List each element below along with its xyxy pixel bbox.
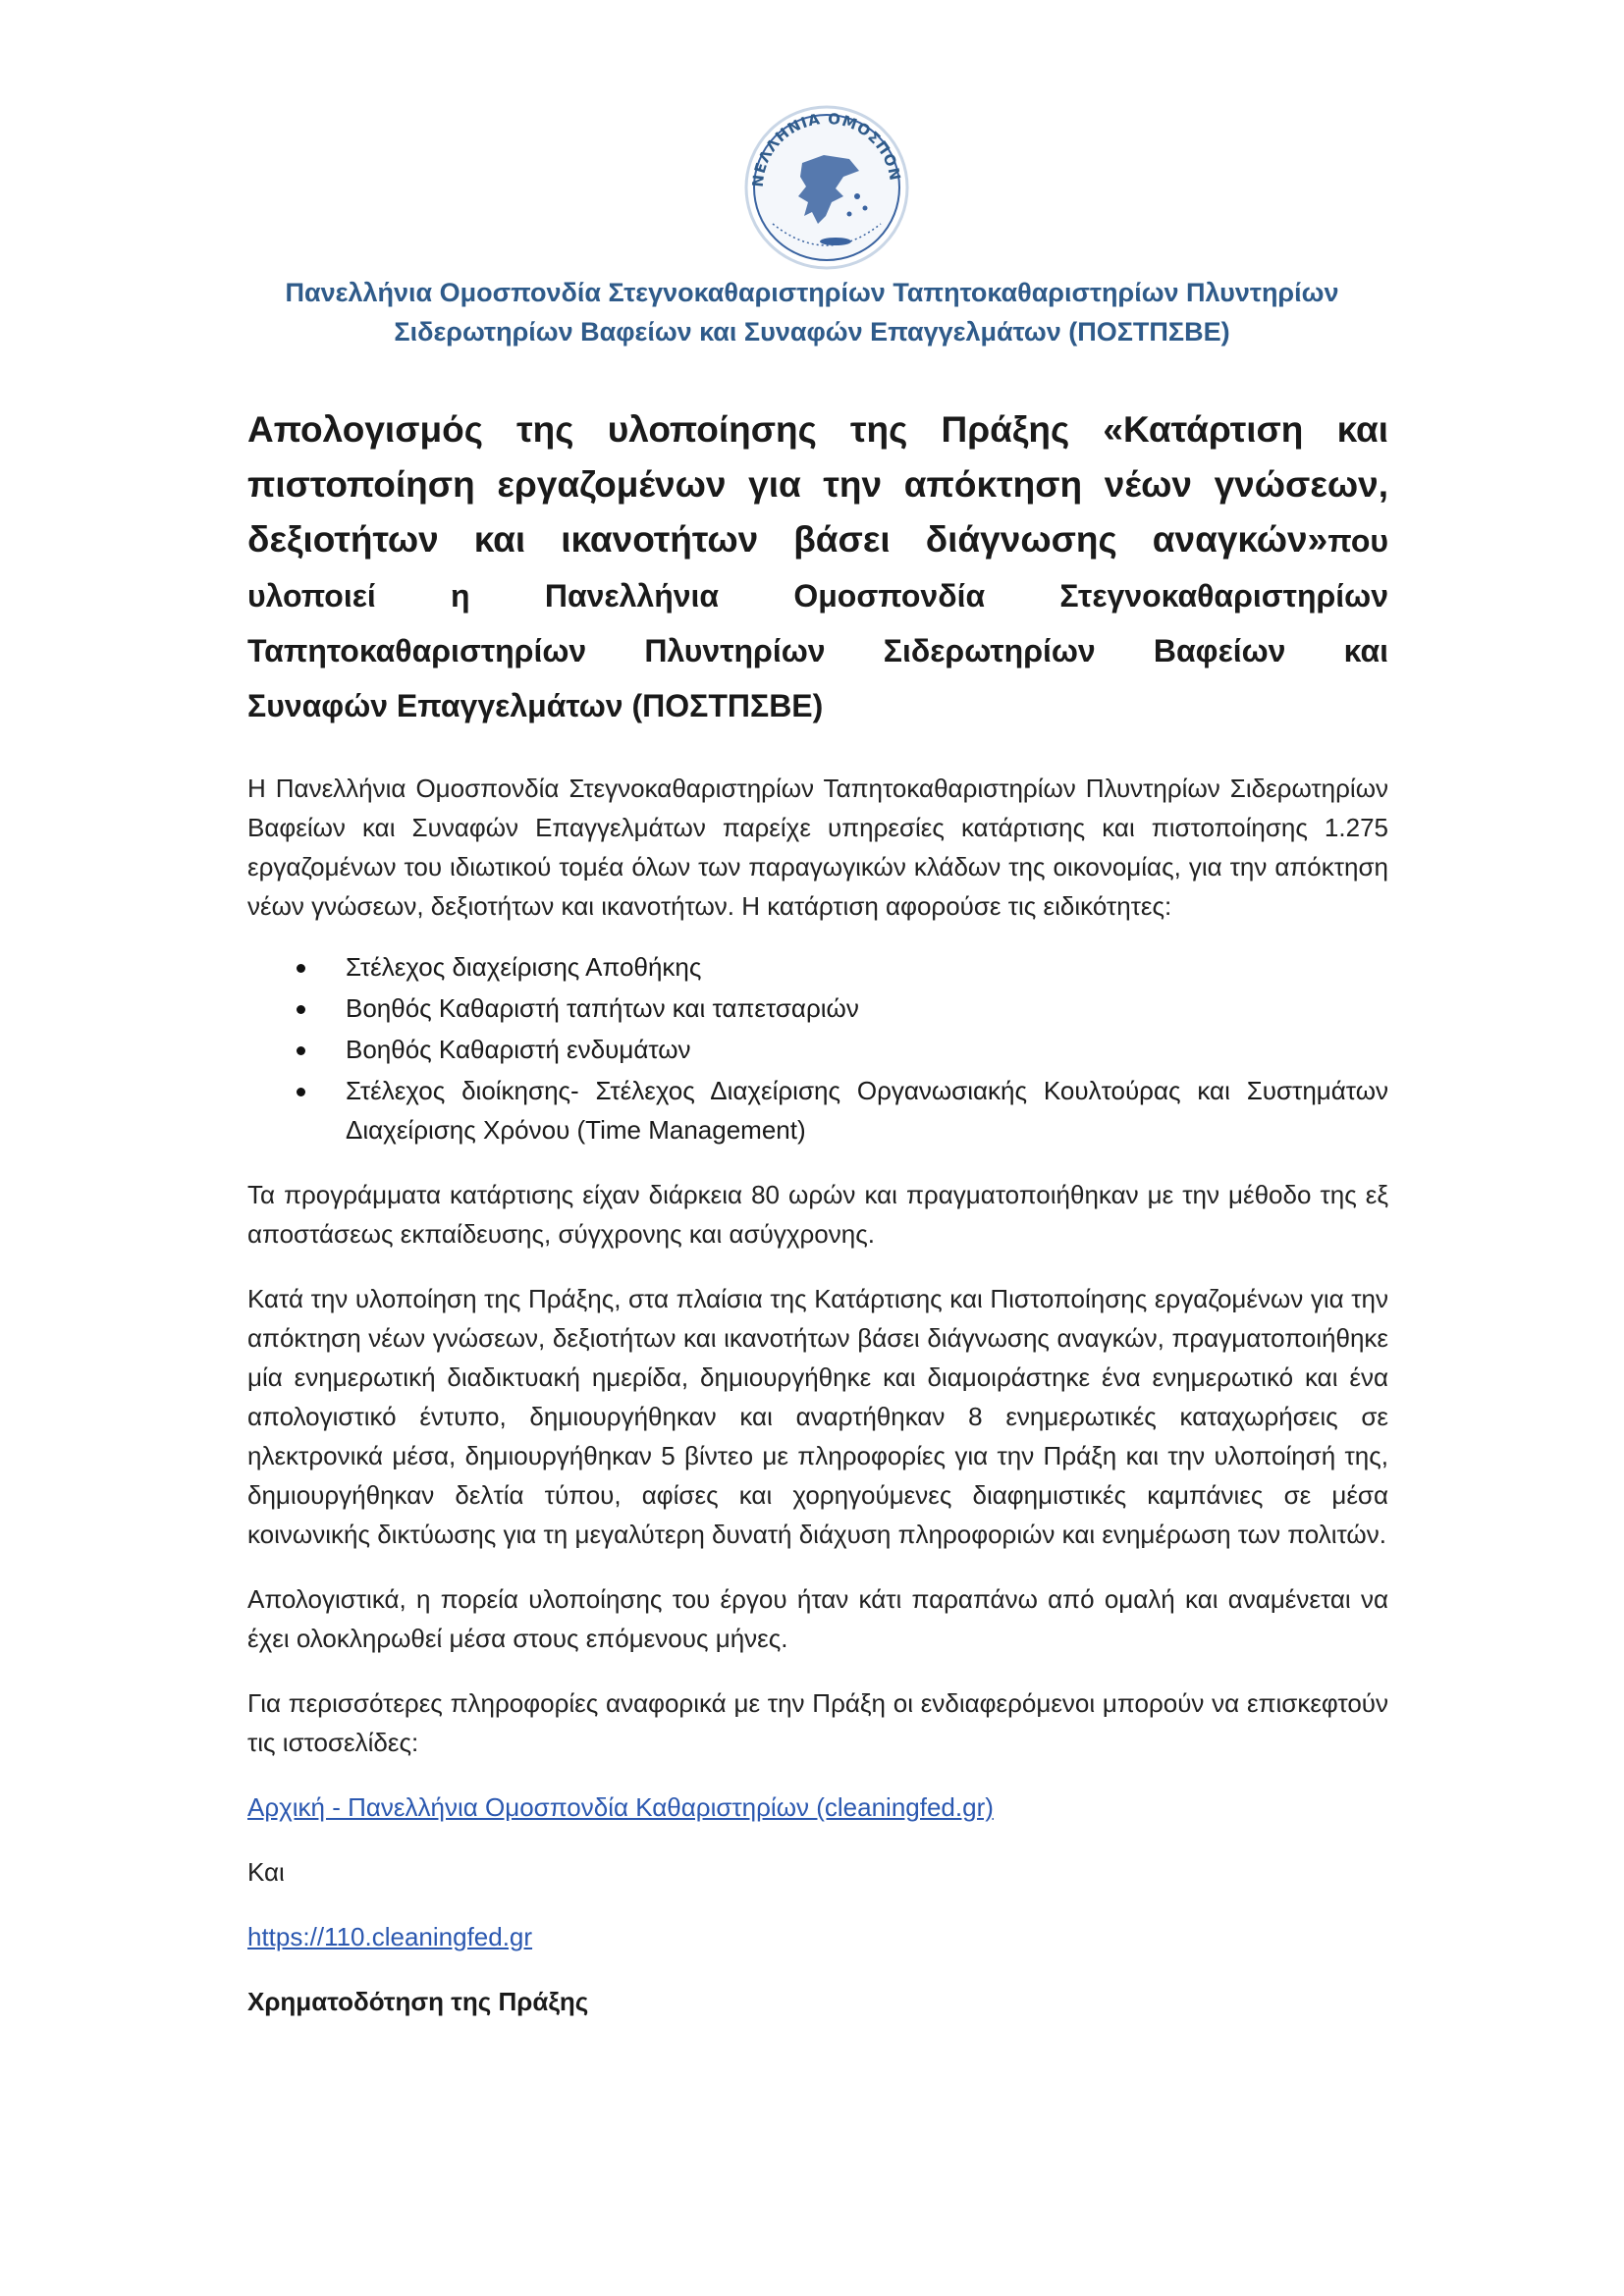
title-line: πιστοποίηση εργαζομένων για την απόκτηση νέων γνώσεων, xyxy=(247,464,1388,505)
title-line: Απολογισμός της υλοποίησης της Πράξης «Κατάρτιση και xyxy=(247,409,1388,450)
title-line xyxy=(247,512,1388,568)
org-name-line-2: Σιδερωτηρίων Βαφείων και Συναφών Επαγγελμάτων (ΠΟΣΤΠΣΒΕ) xyxy=(394,317,1230,347)
federation-logo xyxy=(733,94,920,281)
link-row xyxy=(247,1917,1388,1956)
intro-paragraph: Η Πανελλήνια Ομοσπονδία Στεγνοκαθαριστηρίων Ταπητοκαθαριστηρίων Πλυντηρίων Σιδερωτηρίων Βαφείων και Συναφών Επαγγελμάτων παρείχε υπηρεσίες κατάρτισης και πιστοποίησης 1.275 εργαζομένων του ιδιωτικού τομέα όλων των παραγωγικών κλάδων της οικονομίας, για την απόκτηση νέων γνώσεων, δεξιοτήτων και ικανοτήτων. Η κατάρτιση αφορούσε τις ειδικότητες: xyxy=(247,774,1388,921)
list-item xyxy=(247,988,1388,1028)
and-text: Και xyxy=(247,1857,285,1887)
duration-paragraph: Τα προγράμματα κατάρτισης είχαν διάρκεια 80 ωρών και πραγματοποιήθηκαν με την μέθοδο της εξ αποστάσεως εκπαίδευσης, σύγχρονης και ασύγχρονης. xyxy=(247,1180,1388,1249)
bullet-icon xyxy=(297,1088,305,1096)
bullet-icon xyxy=(297,964,305,973)
summary-paragraph: Απολογιστικά, η πορεία υλοποίησης του έργου ήταν κάτι παραπάνω από ομαλή και αναμένεται να έχει ολοκληρωθεί μέσα στους επόμενους μήνες. xyxy=(247,1584,1388,1653)
organization-header xyxy=(177,273,1447,351)
funding-heading: Χρηματοδότηση της Πράξης xyxy=(247,1987,589,2016)
list-item xyxy=(247,1071,1388,1149)
link-row xyxy=(247,1788,1388,1827)
document-body xyxy=(247,402,1388,2021)
list-item-text: Στέλεχος διαχείρισης Αποθήκης xyxy=(346,952,702,982)
more-info-paragraph: Για περισσότερες πληροφορίες αναφορικά με την Πράξη οι ενδιαφερόμενοι μπορούν να επισκεφτούν τις ιστοσελίδες: xyxy=(247,1688,1388,1757)
list-item xyxy=(247,947,1388,987)
bullet-icon xyxy=(297,1005,305,1014)
list-item xyxy=(247,1030,1388,1069)
title-line: Συναφών Επαγγελμάτων (ΠΟΣΤΠΣΒΕ) xyxy=(247,688,824,723)
document-title xyxy=(247,402,1388,733)
bullet-icon xyxy=(297,1046,305,1055)
list-item-text: Βοηθός Καθαριστή ενδυμάτων xyxy=(346,1035,691,1064)
title-line-tail: που xyxy=(1327,523,1388,559)
federation-seal-icon xyxy=(733,94,920,281)
title-line: υλοποιεί η Πανελλήνια Ομοσπονδία Στεγνοκαθαριστηρίων xyxy=(247,578,1388,614)
title-line-main: δεξιοτήτων και ικανοτήτων βάσει διάγνωσης αναγκών» xyxy=(247,519,1328,560)
svg-text:ΠΑΝΕΛΛΗΝΙΑ ΟΜΟΣΠΟΝΔΙΑ: ΝΕΛΛΗΝΙΑ ΟΜΟΣΠΟΝ xyxy=(748,109,904,188)
cleaningfed-110-link[interactable]: https://110.cleaningfed.gr xyxy=(247,1922,533,1951)
cleaningfed-home-link[interactable]: Αρχική - Πανελλήνια Ομοσπονδία Καθαριστηρίων (cleaningfed.gr) xyxy=(247,1792,994,1822)
actions-paragraph: Κατά την υλοποίηση της Πράξης, στα πλαίσια της Κατάρτισης και Πιστοποίησης εργαζομένων για την απόκτηση νέων γνώσεων, δεξιοτήτων και ικανοτήτων βάσει διάγνωσης αναγκών, πραγματοποιήθηκε μία ενημερωτική διαδικτυακή ημερίδα, δημιουργήθηκε και διαμοιράστηκε ένα ενημερωτικό και ένα απολογιστικό έντυπο, δημιουργήθηκαν και αναρτήθηκαν 8 ενημερωτικές καταχωρήσεις σε ηλεκτρονικά μέσα, δημιουργήθηκαν 5 βίντεο με πληροφορίες για την Πράξη και την υλοποίησή της, δημιουργήθηκαν δελτία τύπου, αφίσες και χορηγούμενες διαφημιστικές καμπάνιες σε μέσα κοινωνικής δικτύωσης για τη μεγαλύτερη δυνατή διάχυση πληροφοριών και ενημέρωση των πολιτών. xyxy=(247,1284,1388,1549)
title-line: Ταπητοκαθαριστηρίων Πλυντηρίων Σιδερωτηρίων Βαφείων και xyxy=(247,633,1388,668)
org-name-line-1: Πανελλήνια Ομοσπονδία Στεγνοκαθαριστηρίων Ταπητοκαθαριστηρίων Πλυντηρίων xyxy=(285,278,1339,307)
list-item-text: Στέλεχος διοίκησης- Στέλεχος Διαχείρισης Οργανωσιακής Κουλτούρας και Συστημάτων Διαχείρισης Χρόνου (Time Management) xyxy=(346,1076,1388,1145)
list-item-text: Βοηθός Καθαριστή ταπήτων και ταπετσαριών xyxy=(346,993,859,1023)
specialties-list xyxy=(247,947,1388,1149)
